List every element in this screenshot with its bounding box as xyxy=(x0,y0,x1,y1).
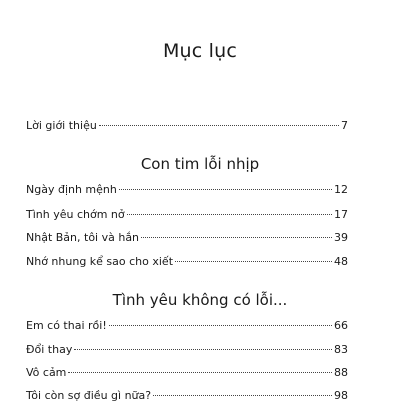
toc-entry[interactable] xyxy=(26,365,348,381)
section-heading-1: Con tim lỗi nhịp xyxy=(140,155,260,173)
dot-leader xyxy=(127,214,332,215)
toc-entry-page: 98 xyxy=(334,389,348,402)
toc-entry-label: Tôi còn sợ điều gì nữa? xyxy=(26,389,152,402)
toc-entry-label: Vô cảm xyxy=(26,366,67,379)
toc-entry[interactable] xyxy=(26,318,348,334)
toc-entry-label: Nhớ nhung kể sao cho xiết xyxy=(26,255,174,268)
dot-leader xyxy=(99,125,339,126)
dot-leader xyxy=(175,261,332,262)
toc-entry-label: Nhật Bản, tôi và hắn xyxy=(26,231,140,244)
toc-entry-label: Em có thai rồi! xyxy=(26,319,107,332)
toc-entry[interactable] xyxy=(26,388,348,404)
page-title: Mục lục xyxy=(162,40,238,62)
toc-entry-page: 88 xyxy=(334,366,348,379)
section-heading-2: Tình yêu không có lỗi... xyxy=(112,291,288,309)
toc-entry-label: Đổi thay xyxy=(26,343,73,356)
toc-entry[interactable] xyxy=(26,254,348,270)
dot-leader xyxy=(119,189,332,190)
toc-entry-page: 17 xyxy=(334,208,348,221)
dot-leader xyxy=(141,237,332,238)
toc-entry-page: 39 xyxy=(334,231,348,244)
dot-leader xyxy=(109,325,332,326)
toc-entry[interactable] xyxy=(26,182,348,198)
dot-leader xyxy=(68,372,332,373)
toc-entry-page: 12 xyxy=(334,183,348,196)
toc-entry-label: Lời giới thiệu xyxy=(26,119,97,132)
toc-entry-intro[interactable] xyxy=(26,118,348,134)
toc-entry[interactable] xyxy=(26,342,348,358)
dot-leader xyxy=(74,349,332,350)
toc-entry-page: 83 xyxy=(334,343,348,356)
toc-entry-page: 66 xyxy=(334,319,348,332)
toc-entry-page: 48 xyxy=(334,255,348,268)
toc-entry-page: 7 xyxy=(341,119,348,132)
toc-entry[interactable] xyxy=(26,207,348,223)
toc-entry-label: Tình yêu chớm nở xyxy=(26,208,125,221)
dot-leader xyxy=(153,395,332,396)
toc-entry[interactable] xyxy=(26,230,348,246)
toc-entry-label: Ngày định mệnh xyxy=(26,183,117,196)
